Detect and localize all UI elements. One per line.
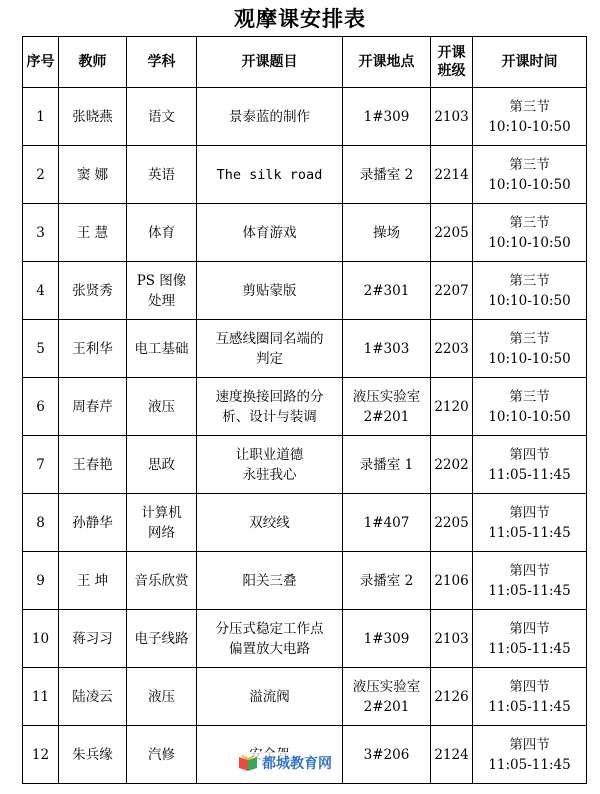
cell-teacher: 孙静华 — [59, 494, 127, 552]
cell-topic — [197, 494, 343, 552]
cell-time-line: 第四节 — [509, 620, 550, 637]
cell-class: 2205 — [431, 204, 473, 262]
cell-time-line: 第三节 — [509, 98, 550, 115]
cell-topic-line: 偏置放大电路 — [229, 640, 310, 657]
table-row — [23, 668, 587, 726]
cell-topic-line: 析、设计与装调 — [222, 408, 317, 425]
cell-no: 6 — [23, 378, 59, 436]
cell-location — [343, 436, 431, 494]
cell-time — [473, 88, 587, 146]
cell-no: 3 — [23, 204, 59, 262]
cell-time-line: 10:10-10:50 — [488, 408, 571, 425]
cell-class: 2205 — [431, 494, 473, 552]
cell-topic-line: The silk road — [216, 166, 323, 183]
cell-location-line: 1#309 — [363, 108, 410, 125]
cell-time-line: 第四节 — [509, 678, 550, 695]
header-row — [23, 37, 587, 88]
cell-time — [473, 494, 587, 552]
cell-class: 2103 — [431, 88, 473, 146]
cell-teacher: 窦 娜 — [59, 146, 127, 204]
cell-subject-line: 汽修 — [148, 746, 175, 763]
cell-location-line: 录播室 2 — [359, 572, 414, 589]
cell-time-line: 第三节 — [509, 214, 550, 231]
cell-topic — [197, 610, 343, 668]
cell-no: 4 — [23, 262, 59, 320]
cell-location-line: 录播室 2 — [359, 166, 414, 183]
cell-topic — [197, 88, 343, 146]
cell-no: 2 — [23, 146, 59, 204]
cell-topic-line: 互感线圈同名端的 — [215, 330, 324, 347]
cell-location — [343, 610, 431, 668]
cell-location — [343, 726, 431, 784]
cell-location-line: 录播室 1 — [359, 456, 414, 473]
cell-topic-line: 双绞线 — [249, 514, 290, 531]
cell-time — [473, 610, 587, 668]
cell-time — [473, 146, 587, 204]
cell-location — [343, 668, 431, 726]
header-no: 序号 — [23, 37, 59, 88]
cell-time-line: 11:05-11:45 — [488, 640, 571, 657]
watermark — [236, 752, 334, 774]
cell-time — [473, 552, 587, 610]
cell-subject — [127, 146, 197, 204]
cell-topic-line: 让职业道德 — [235, 446, 304, 463]
table-row — [23, 320, 587, 378]
table-row — [23, 436, 587, 494]
cell-time-line: 11:05-11:45 — [488, 756, 571, 773]
cell-topic — [197, 204, 343, 262]
cell-location-line: 2#301 — [363, 282, 410, 299]
cell-topic — [197, 378, 343, 436]
cell-location — [343, 146, 431, 204]
cell-topic-line: 分压式稳定工作点 — [215, 620, 324, 637]
table-row — [23, 204, 587, 262]
cell-no: 8 — [23, 494, 59, 552]
cell-teacher: 陆凌云 — [59, 668, 127, 726]
cell-topic — [197, 320, 343, 378]
cell-class: 2214 — [431, 146, 473, 204]
cell-time — [473, 726, 587, 784]
header-class-label: 开课班级 — [437, 45, 466, 79]
cell-topic — [197, 436, 343, 494]
cell-location — [343, 378, 431, 436]
cell-subject — [127, 320, 197, 378]
cell-subject-line: PS 图像 — [136, 272, 187, 289]
cell-time — [473, 320, 587, 378]
cell-location — [343, 494, 431, 552]
cell-teacher: 蒋习习 — [59, 610, 127, 668]
cell-time — [473, 436, 587, 494]
cell-class: 2120 — [431, 378, 473, 436]
cell-topic-line: 判定 — [256, 350, 283, 367]
cell-time — [473, 668, 587, 726]
cell-subject — [127, 88, 197, 146]
cell-time-line: 10:10-10:50 — [488, 292, 571, 309]
table-row — [23, 610, 587, 668]
cell-time — [473, 262, 587, 320]
cell-location — [343, 552, 431, 610]
cell-location-line: 1#309 — [363, 630, 410, 647]
cell-class: 2203 — [431, 320, 473, 378]
table-body — [23, 88, 587, 784]
cell-no: 5 — [23, 320, 59, 378]
cell-subject-line: 体育 — [148, 224, 175, 241]
cell-class: 2106 — [431, 552, 473, 610]
cell-teacher: 王 坤 — [59, 552, 127, 610]
cell-topic — [197, 262, 343, 320]
cell-location-line: 2#201 — [363, 408, 410, 425]
cell-topic-line: 溢流阀 — [249, 688, 290, 705]
cell-subject-line: 音乐欣赏 — [134, 572, 189, 589]
cell-time — [473, 204, 587, 262]
table-row — [23, 494, 587, 552]
watermark-text: 都城教育网 — [262, 756, 332, 772]
cell-location-line: 操场 — [373, 224, 400, 241]
cell-teacher: 王利华 — [59, 320, 127, 378]
table-row — [23, 88, 587, 146]
cell-subject — [127, 726, 197, 784]
cell-subject — [127, 436, 197, 494]
cell-time-line: 10:10-10:50 — [488, 176, 571, 193]
cell-subject — [127, 494, 197, 552]
cell-location — [343, 320, 431, 378]
cell-time-line: 10:10-10:50 — [488, 350, 571, 367]
cell-topic — [197, 668, 343, 726]
header-class — [431, 37, 473, 88]
cell-no: 10 — [23, 610, 59, 668]
cell-subject — [127, 552, 197, 610]
cell-time-line: 第四节 — [509, 562, 550, 579]
cell-subject-line: 语文 — [148, 108, 175, 125]
cell-subject — [127, 668, 197, 726]
cell-time-line: 11:05-11:45 — [488, 582, 571, 599]
cell-topic — [197, 552, 343, 610]
cell-subject — [127, 610, 197, 668]
cell-time — [473, 378, 587, 436]
cell-location-line: 2#201 — [363, 698, 410, 715]
cell-subject — [127, 378, 197, 436]
cell-no: 11 — [23, 668, 59, 726]
cell-teacher: 张晓燕 — [59, 88, 127, 146]
table-row — [23, 262, 587, 320]
cell-location-line: 1#407 — [363, 514, 410, 531]
cell-time-line: 10:10-10:50 — [488, 234, 571, 251]
cell-topic-line: 剪贴蒙版 — [242, 282, 297, 299]
cell-class: 2207 — [431, 262, 473, 320]
cell-topic-line: 景泰蓝的制作 — [229, 108, 310, 125]
cell-teacher: 王春艳 — [59, 436, 127, 494]
cell-teacher: 张贤秀 — [59, 262, 127, 320]
cell-subject-line: 液压 — [148, 688, 175, 705]
cell-subject-line: 液压 — [148, 398, 175, 415]
cell-topic-line: 阳关三叠 — [242, 572, 297, 589]
cell-time-line: 11:05-11:45 — [488, 698, 571, 715]
cell-location-line: 液压实验室 — [352, 388, 421, 405]
cell-topic-line: 永驻我心 — [242, 466, 297, 483]
cell-subject — [127, 204, 197, 262]
header-subject: 学科 — [127, 37, 197, 88]
cell-time-line: 第四节 — [509, 446, 550, 463]
book-logo-icon — [238, 754, 258, 772]
cell-no: 9 — [23, 552, 59, 610]
cell-location — [343, 88, 431, 146]
cell-class: 2126 — [431, 668, 473, 726]
cell-teacher: 周春芹 — [59, 378, 127, 436]
cell-subject-line: 网络 — [148, 524, 175, 541]
cell-location-line: 液压实验室 — [352, 678, 421, 695]
cell-location — [343, 262, 431, 320]
header-location: 开课地点 — [343, 37, 431, 88]
cell-topic — [197, 146, 343, 204]
header-time: 开课时间 — [473, 37, 587, 88]
cell-subject-line: 电工基础 — [134, 340, 189, 357]
cell-time-line: 11:05-11:45 — [488, 466, 571, 483]
cell-class: 2202 — [431, 436, 473, 494]
table-row — [23, 378, 587, 436]
cell-time-line: 11:05-11:45 — [488, 524, 571, 541]
header-teacher: 教师 — [59, 37, 127, 88]
cell-time-line: 第三节 — [509, 330, 550, 347]
cell-location-line: 1#303 — [363, 340, 410, 357]
table-row — [23, 552, 587, 610]
cell-class: 2103 — [431, 610, 473, 668]
cell-subject-line: 电子线路 — [134, 630, 189, 647]
cell-subject-line: 计算机 — [141, 504, 182, 521]
cell-no: 12 — [23, 726, 59, 784]
table-row — [23, 146, 587, 204]
cell-no: 1 — [23, 88, 59, 146]
cell-topic-line: 体育游戏 — [242, 224, 297, 241]
cell-time-line: 10:10-10:50 — [488, 118, 571, 135]
cell-teacher: 王 慧 — [59, 204, 127, 262]
schedule-table — [22, 36, 587, 784]
cell-time-line: 第四节 — [509, 736, 550, 753]
cell-subject — [127, 262, 197, 320]
cell-time-line: 第三节 — [509, 272, 550, 289]
cell-topic-line: 速度换接回路的分 — [215, 388, 324, 405]
cell-teacher: 朱兵缘 — [59, 726, 127, 784]
page-title: 观摩课安排表 — [234, 7, 366, 31]
cell-subject-line: 英语 — [148, 166, 175, 183]
cell-subject-line: 处理 — [148, 292, 175, 309]
cell-time-line: 第四节 — [509, 504, 550, 521]
cell-location-line: 3#206 — [363, 746, 410, 763]
header-topic: 开课题目 — [197, 37, 343, 88]
cell-no: 7 — [23, 436, 59, 494]
cell-time-line: 第三节 — [509, 156, 550, 173]
cell-time-line: 第三节 — [509, 388, 550, 405]
cell-location — [343, 204, 431, 262]
cell-class: 2124 — [431, 726, 473, 784]
cell-subject-line: 思政 — [148, 456, 175, 473]
